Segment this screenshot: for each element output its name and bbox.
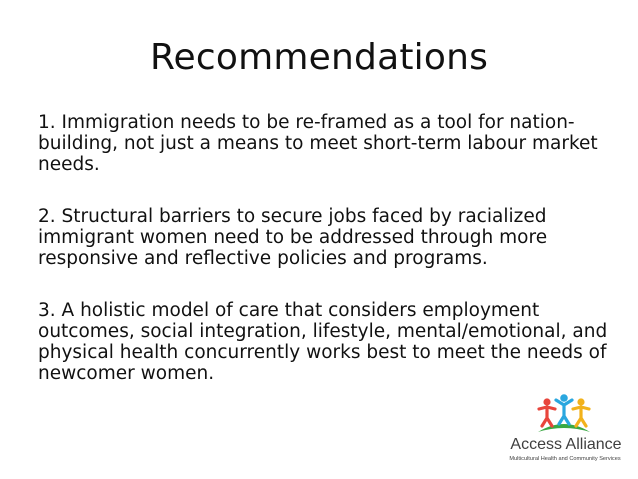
access-alliance-logo: [500, 392, 630, 472]
logo-red-figure-body: [539, 407, 555, 426]
recommendation-3: 3. A holistic model of care that considers employment outcomes, social integration, lifestyle, mental/emotional, and physical health concurrently works best to meet the needs of newcomer women.: [38, 300, 608, 384]
logo-tagline: Multicultural Health and Community Services: [509, 456, 621, 462]
logo-green-arc: [538, 424, 590, 432]
logo-blue-figure-head: [560, 394, 568, 402]
slide-title: Recommendations: [149, 37, 489, 78]
logo-name: Access Alliance: [510, 436, 622, 453]
logo-yellow-figure-head: [577, 398, 584, 405]
logo-red-figure-head: [543, 398, 550, 405]
people-figures-icon: [536, 392, 592, 436]
recommendation-1: 1. Immigration needs to be re-framed as a tool for nation-building, not just a means to meet short-term labour market needs.: [38, 112, 598, 175]
recommendation-2: 2. Structural barriers to secure jobs faced by racialized immigrant women need to be addressed through more responsive and reflective policies and programs.: [38, 206, 548, 269]
logo-blue-figure-body: [556, 400, 572, 424]
recommendations-list: [38, 112, 610, 384]
logo-yellow-figure-body: [573, 407, 589, 426]
